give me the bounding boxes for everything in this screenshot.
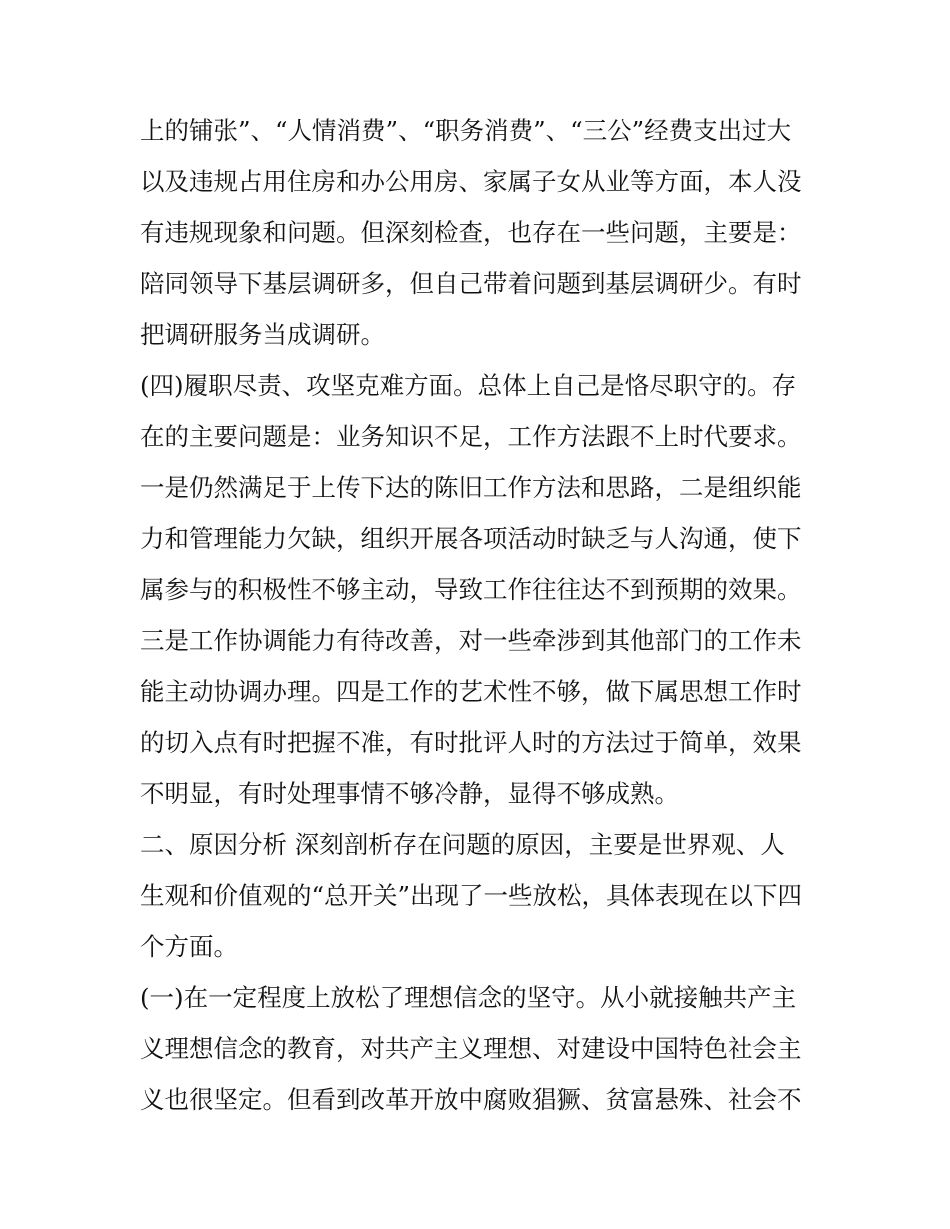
section-heading-line: (四)履职尽责、攻坚克难方面。总体上自己是恪尽职守的。存: [140, 371, 797, 400]
text-line: 能主动协调办理。四是工作的艺术性不够，做下属思想工作时: [140, 677, 802, 706]
text-line: 上的铺张”、“人情消费”、“职务消费”、“三公”经费支出过大: [140, 116, 792, 145]
section-heading-line: 二、原因分析 深刻剖析存在问题的原因，主要是世界观、人: [140, 830, 785, 859]
text-line: 有违规现象和问题。但深刻检查，也存在一些问题，主要是：: [140, 218, 802, 247]
text-line: 义也很坚定。但看到改革开放中腐败猖獗、贫富悬殊、社会不: [140, 1085, 802, 1114]
text-line: 一是仍然满足于上传下达的陈旧工作方法和思路，二是组织能: [140, 473, 802, 502]
text-line: 义理想信念的教育，对共产主义理想、对建设中国特色社会主: [140, 1034, 802, 1063]
text-line: 的切入点有时把握不准，有时批评人时的方法过于简单，效果: [140, 728, 802, 757]
text-line: 陪同领导下基层调研多，但自己带着问题到基层调研少。有时: [140, 269, 802, 298]
text-line: 力和管理能力欠缺，组织开展各项活动时缺乏与人沟通，使下: [140, 524, 802, 553]
text-line: 在的主要问题是：业务知识不足，工作方法跟不上时代要求。: [140, 422, 802, 451]
text-line: 不明显，有时处理事情不够冷静，显得不够成熟。: [140, 779, 679, 808]
document-body: [140, 105, 820, 1125]
text-line: 三是工作协调能力有待改善，对一些牵涉到其他部门的工作未: [140, 626, 802, 655]
text-line: 个方面。: [140, 932, 238, 961]
text-line: 把调研服务当成调研。: [140, 320, 385, 349]
text-line: 以及违规占用住房和办公用房、家属子女从业等方面，本人没: [140, 167, 802, 196]
section-heading-line: (一)在一定程度上放松了理想信念的坚守。从小就接触共产主: [140, 983, 797, 1012]
text-line: 生观和价值观的“总开关”出现了一些放松，具体表现在以下四: [140, 881, 803, 910]
text-line: 属参与的积极性不够主动，导致工作往往达不到预期的效果。: [140, 575, 802, 604]
